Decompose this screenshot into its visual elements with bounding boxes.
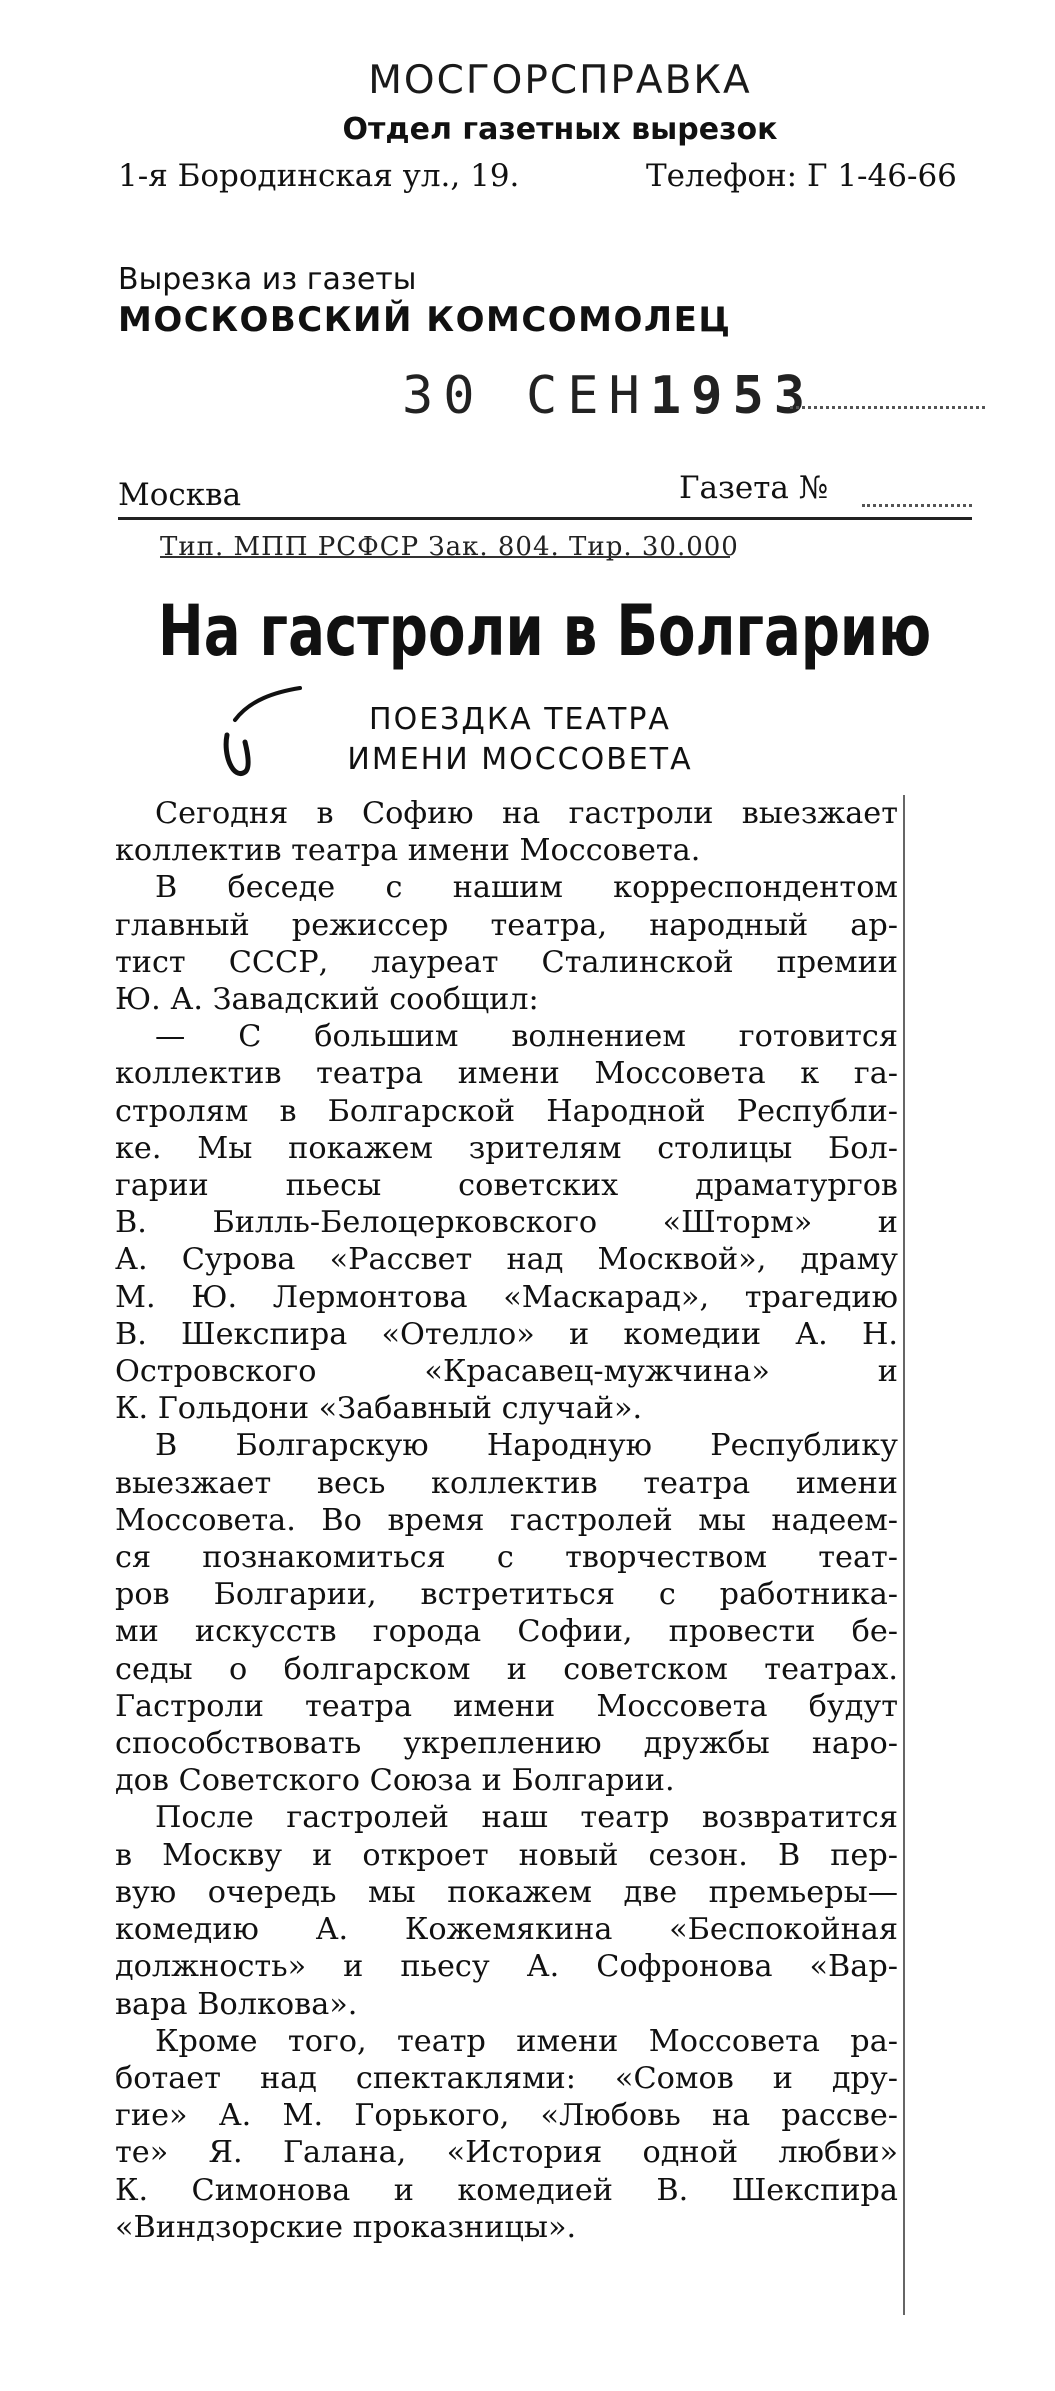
article-paragraph (115, 1018, 898, 1427)
article-line: в Москву и откроет новый сезон. В пер- (115, 1837, 898, 1873)
article-line: В Болгарскую Народную Республику (155, 1428, 898, 1464)
agency-phone: Телефон: Г 1-46-66 (646, 158, 957, 194)
agency-address: 1-я Бородинская ул., 19. (118, 158, 520, 194)
article-line: ке. Мы покажем зрителям столицы Бол- (115, 1130, 898, 1166)
article-line: В. Шекспира «Отелло» и комедии А. Н. (115, 1316, 898, 1352)
article-line: Ю. А. Завадский сообщил: (115, 982, 539, 1018)
article-line: дов Советского Союза и Болгарии. (115, 1763, 675, 1799)
article-line: способствовать укреплению дружбы наро- (115, 1726, 898, 1762)
article-line: коллектив театра имени Моссовета. (115, 833, 701, 869)
print-line-strike (160, 556, 730, 558)
article-line: Гастроли театра имени Моссовета будут (115, 1688, 898, 1724)
article-line: — С большим волнением готовится (155, 1019, 898, 1055)
article-line: должность» и пьесу А. Софронова «Вар- (115, 1949, 898, 1985)
clipping-intro: Вырезка из газеты (118, 262, 417, 297)
article-line: ся познакомиться с творчеством теат- (115, 1540, 898, 1576)
article-line: «Виндзорские проказницы». (115, 2209, 577, 2245)
article-line: Островского «Красавец-мужчина» и (115, 1354, 898, 1390)
stamp-day: 30 (402, 366, 485, 426)
article-line: гарии пьесы советских драматургов (115, 1168, 898, 1204)
article-paragraph (115, 1799, 898, 2022)
newspaper-name: МОСКОВСКИЙ КОМСОМОЛЕЦ (118, 300, 732, 340)
article-line: седы о болгарском и советском театрах. (115, 1651, 898, 1687)
article-line: вую очередь мы покажем две премьеры— (115, 1874, 898, 1910)
stamp-dotted-line (790, 386, 985, 409)
article-line: коллектив театра имени Моссовета к га- (115, 1056, 898, 1092)
article-line: К. Симонова и комедией В. Шекспира (115, 2172, 898, 2208)
article-paragraph (115, 1427, 898, 1799)
article-line: ров Болгарии, встретиться с работника- (115, 1577, 898, 1613)
article-line: После гастролей наш театр возвратится (155, 1800, 898, 1836)
issue-dotted-line (862, 492, 972, 507)
article-line: выезжает весь коллектив театра имени (115, 1465, 898, 1501)
article-paragraph (115, 2023, 898, 2246)
article-paragraph (115, 869, 898, 1018)
article-line: тист СССР, лауреат Сталинской премии (115, 944, 898, 980)
agency-name: МОСГОРСПРАВКА (368, 58, 752, 103)
print-line: Тип. МПП РСФСР Зак. 804. Тир. 30.000 (160, 532, 739, 562)
article-line: комедию А. Кожемякина «Беспокойная (115, 1912, 898, 1948)
article-line: М. Ю. Лермонтова «Маскарад», трагедию (115, 1279, 898, 1315)
article-line: главный режиссер театра, народный ар- (115, 907, 898, 943)
article-line: А. Сурова «Рассвет над Москвой», драму (115, 1242, 898, 1278)
header-divider (118, 517, 972, 520)
article-line: ми искусств города Софии, провести бе- (115, 1614, 898, 1650)
date-stamp (402, 366, 815, 426)
article-line: те» Я. Галана, «История одной любви» (115, 2135, 898, 2171)
article-line: вара Волкова». (115, 1986, 358, 2022)
article-line: Сегодня в Софию на гастроли выезжает (155, 796, 898, 831)
issue-label: Газета № (679, 470, 829, 506)
article-paragraph (115, 795, 898, 869)
column-rule (903, 795, 905, 2315)
subhead-line: ИМЕНИ МОССОВЕТА (347, 742, 693, 777)
article-line: Моссовета. Во время гастролей мы надеем- (115, 1502, 898, 1538)
article-line: гие» А. М. Горького, «Любовь на рассве- (115, 2098, 898, 2134)
city-label: Москва (118, 477, 242, 513)
article-line: Кроме того, театр имени Моссовета ра- (155, 2023, 898, 2059)
article-line: В. Билль-Белоцерковского «Шторм» и (115, 1205, 898, 1241)
handwritten-checkmark-icon (205, 680, 315, 790)
stamp-year: 1953 (649, 366, 816, 426)
subhead-line: ПОЕЗДКА ТЕАТРА (369, 702, 671, 737)
article-line: стролям в Болгарской Народной Республи- (115, 1093, 898, 1129)
stamp-month: СЕН (525, 366, 650, 426)
article-headline: На гастроли в Болгарию (158, 590, 932, 672)
article-body (115, 795, 898, 2246)
department-name: Отдел газетных вырезок (342, 112, 778, 147)
article-line: В беседе с нашим корреспондентом (155, 870, 898, 906)
article-subhead (300, 700, 740, 780)
article-line: К. Гольдони «Забавный случай». (115, 1391, 643, 1427)
article-line: ботает над спектаклями: «Сомов и дру- (115, 2060, 898, 2096)
